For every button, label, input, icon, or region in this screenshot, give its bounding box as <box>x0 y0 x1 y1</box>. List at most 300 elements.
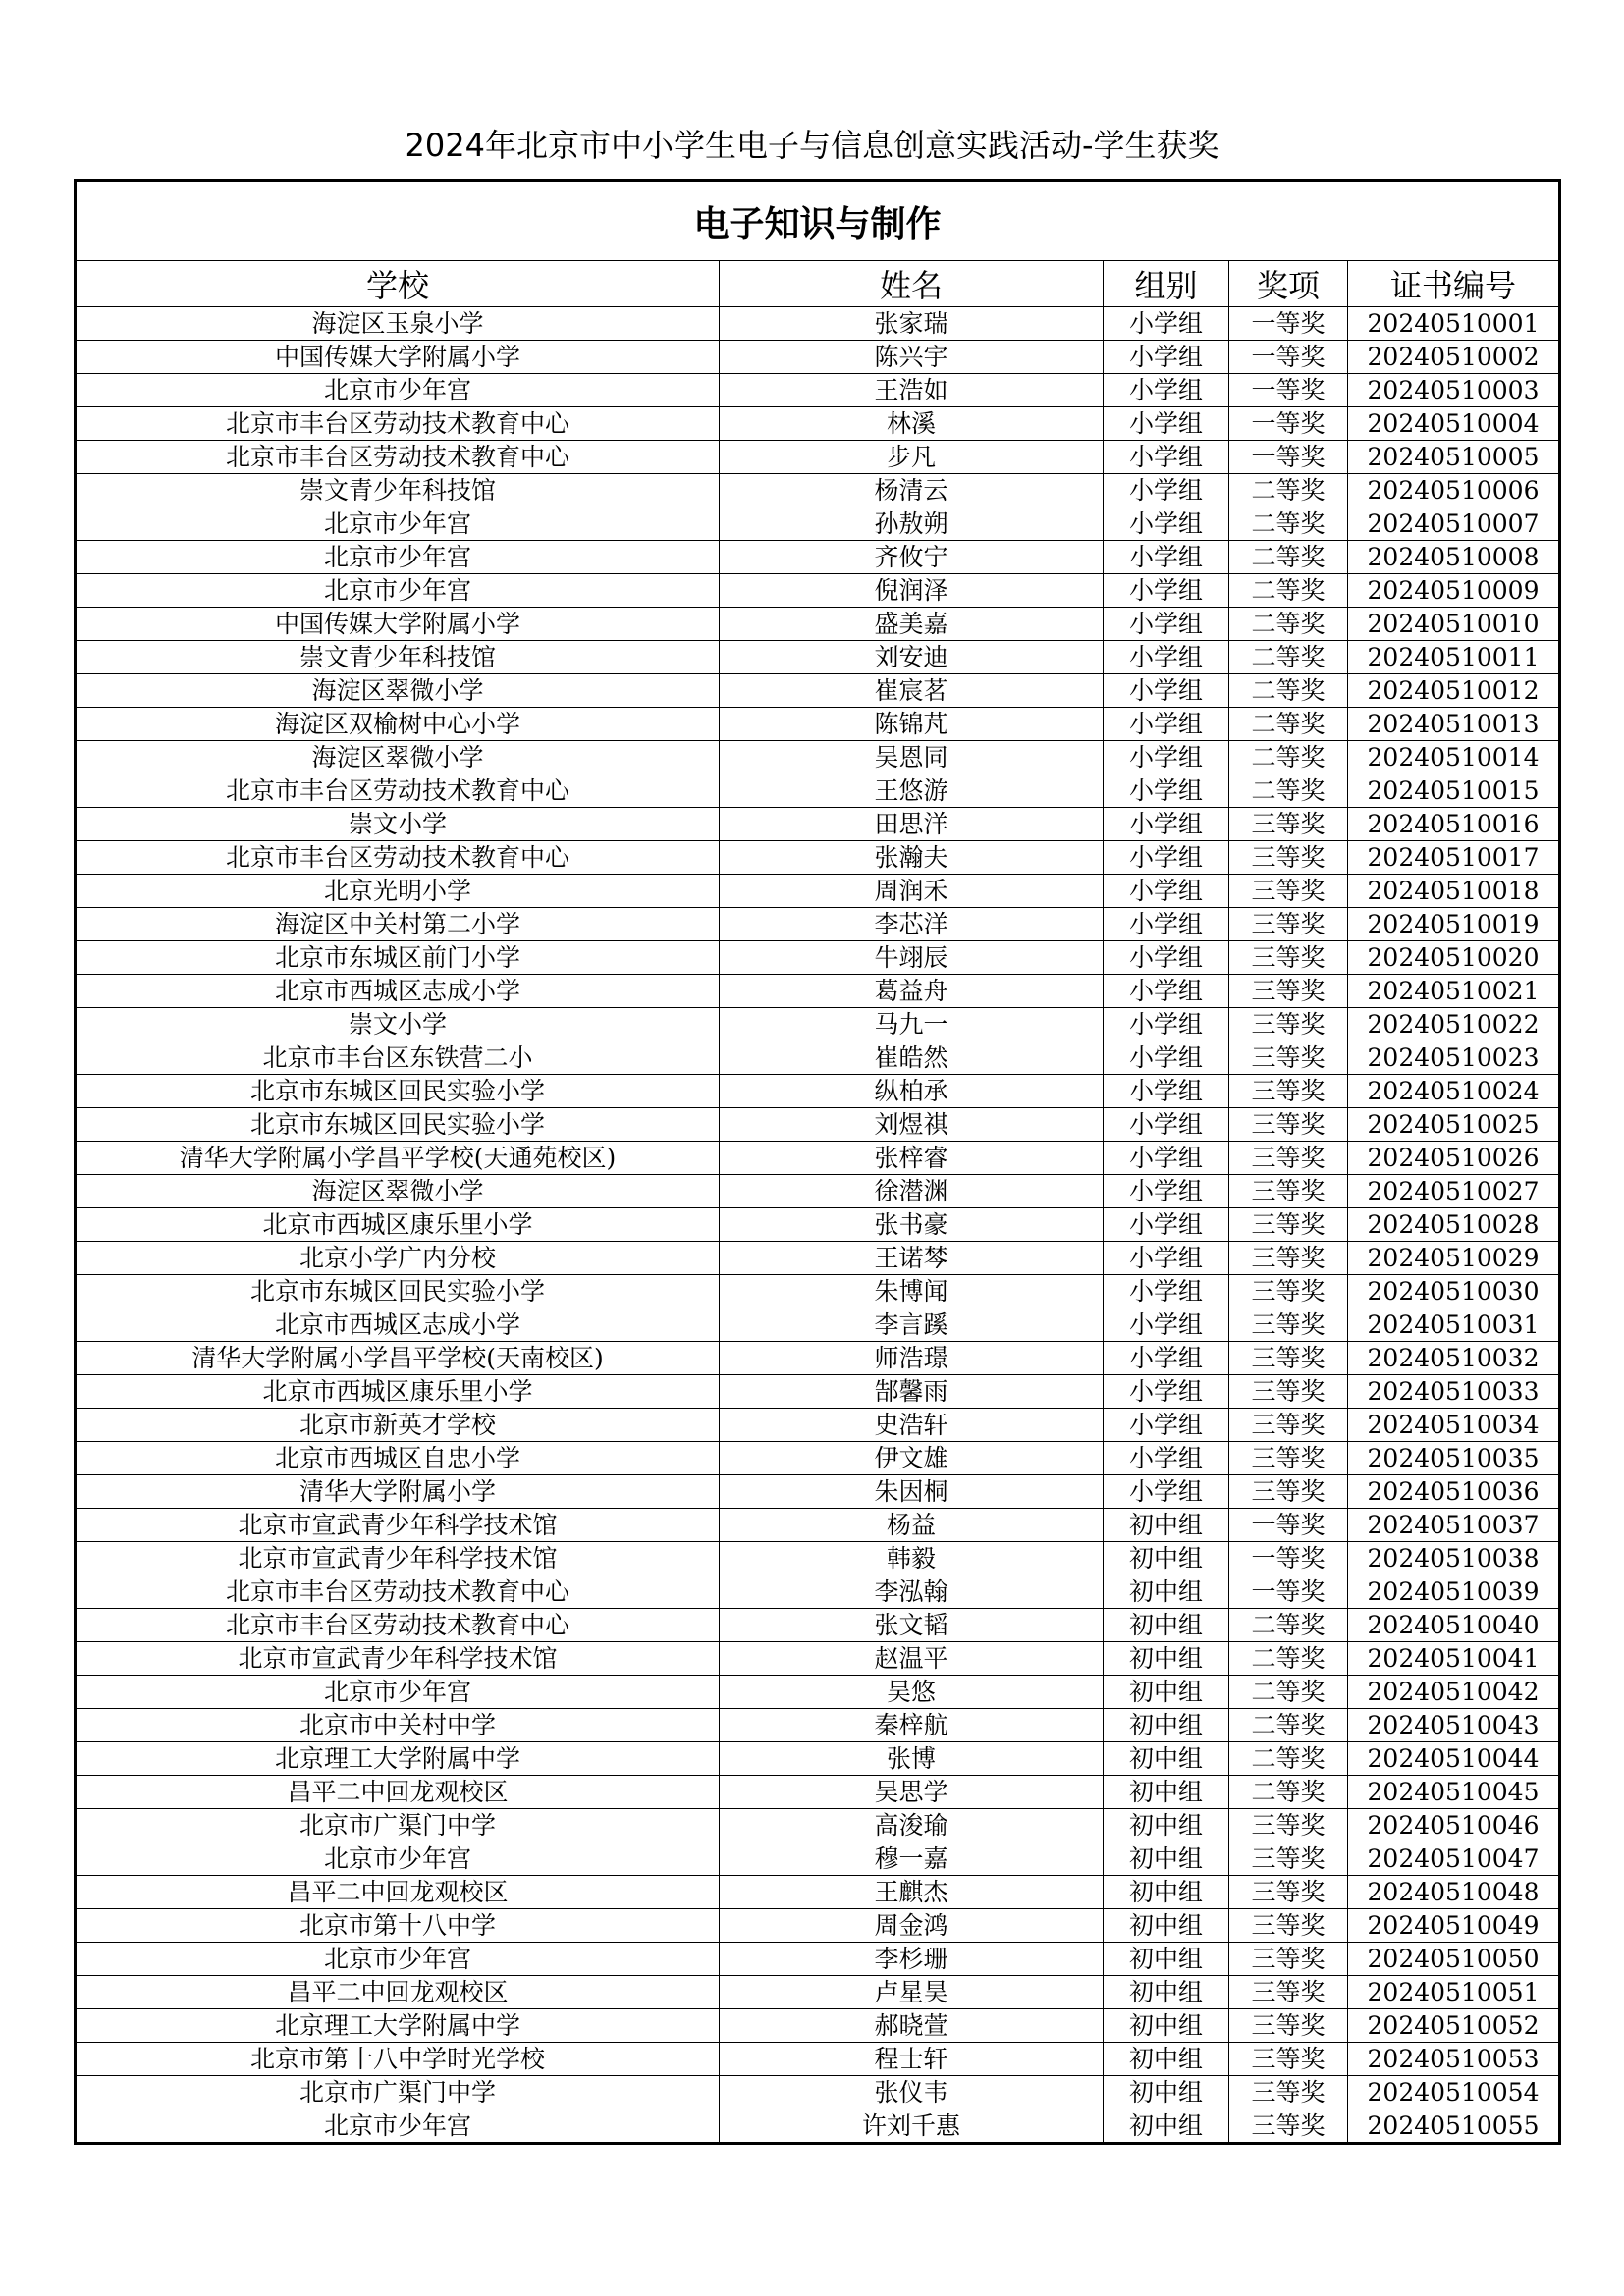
group-cell: 小学组 <box>1104 474 1229 507</box>
school-cell: 北京市丰台区劳动技术教育中心 <box>76 1575 720 1609</box>
certificate-number-cell: 20240510030 <box>1348 1275 1560 1308</box>
award-cell: 三等奖 <box>1229 975 1348 1008</box>
student-name-cell: 李言蹊 <box>720 1308 1104 1342</box>
table-row <box>76 1609 1560 1642</box>
certificate-number-cell: 20240510013 <box>1348 708 1560 741</box>
table-row <box>76 1642 1560 1676</box>
group-cell: 初中组 <box>1104 2043 1229 2076</box>
school-cell: 北京市宣武青少年科学技术馆 <box>76 1542 720 1575</box>
group-cell: 小学组 <box>1104 908 1229 941</box>
table-row <box>76 1142 1560 1175</box>
student-name-cell: 韩毅 <box>720 1542 1104 1575</box>
certificate-number-cell: 20240510052 <box>1348 2009 1560 2043</box>
student-name-cell: 秦梓航 <box>720 1709 1104 1742</box>
certificate-number-cell: 20240510009 <box>1348 574 1560 608</box>
table-row <box>76 975 1560 1008</box>
student-name-cell: 王浩如 <box>720 374 1104 407</box>
award-cell: 二等奖 <box>1229 741 1348 774</box>
group-cell: 初中组 <box>1104 1642 1229 1676</box>
school-cell: 清华大学附属小学 <box>76 1475 720 1509</box>
student-name-cell: 师浩璟 <box>720 1342 1104 1375</box>
school-cell: 北京市少年宫 <box>76 1676 720 1709</box>
table-row <box>76 1842 1560 1876</box>
school-cell: 北京市第十八中学时光学校 <box>76 2043 720 2076</box>
group-cell: 小学组 <box>1104 1342 1229 1375</box>
table-row <box>76 307 1560 341</box>
group-cell: 初中组 <box>1104 1943 1229 1976</box>
table-row <box>76 641 1560 674</box>
award-cell: 三等奖 <box>1229 1475 1348 1509</box>
school-cell: 北京市宣武青少年科学技术馆 <box>76 1642 720 1676</box>
award-cell: 二等奖 <box>1229 608 1348 641</box>
school-cell: 崇文小学 <box>76 808 720 841</box>
group-cell: 小学组 <box>1104 941 1229 975</box>
award-cell: 一等奖 <box>1229 407 1348 441</box>
group-cell: 小学组 <box>1104 1208 1229 1242</box>
column-header-certificate: 证书编号 <box>1348 261 1560 307</box>
certificate-number-cell: 20240510025 <box>1348 1108 1560 1142</box>
certificate-number-cell: 20240510029 <box>1348 1242 1560 1275</box>
school-cell: 北京小学广内分校 <box>76 1242 720 1275</box>
student-name-cell: 张博 <box>720 1742 1104 1776</box>
student-name-cell: 杨益 <box>720 1509 1104 1542</box>
group-cell: 初中组 <box>1104 1575 1229 1609</box>
award-cell: 三等奖 <box>1229 2043 1348 2076</box>
group-cell: 小学组 <box>1104 841 1229 875</box>
award-cell: 一等奖 <box>1229 441 1348 474</box>
award-cell: 三等奖 <box>1229 1976 1348 2009</box>
table-body <box>76 307 1560 2144</box>
certificate-number-cell: 20240510034 <box>1348 1409 1560 1442</box>
table-row <box>76 908 1560 941</box>
certificate-number-cell: 20240510031 <box>1348 1308 1560 1342</box>
group-cell: 初中组 <box>1104 1909 1229 1943</box>
award-cell: 二等奖 <box>1229 1609 1348 1642</box>
award-cell: 二等奖 <box>1229 774 1348 808</box>
student-name-cell: 林溪 <box>720 407 1104 441</box>
school-cell: 海淀区翠微小学 <box>76 1175 720 1208</box>
group-cell: 初中组 <box>1104 2076 1229 2109</box>
table-row <box>76 808 1560 841</box>
certificate-number-cell: 20240510038 <box>1348 1542 1560 1575</box>
certificate-number-cell: 20240510020 <box>1348 941 1560 975</box>
school-cell: 北京市西城区康乐里小学 <box>76 1208 720 1242</box>
student-name-cell: 徐潜渊 <box>720 1175 1104 1208</box>
student-name-cell: 李杉珊 <box>720 1943 1104 1976</box>
group-cell: 小学组 <box>1104 1475 1229 1509</box>
table-row <box>76 708 1560 741</box>
school-cell: 崇文青少年科技馆 <box>76 474 720 507</box>
student-name-cell: 田思洋 <box>720 808 1104 841</box>
school-cell: 清华大学附属小学昌平学校(天通苑校区) <box>76 1142 720 1175</box>
table-row <box>76 1409 1560 1442</box>
school-cell: 海淀区双榆树中心小学 <box>76 708 720 741</box>
group-cell: 小学组 <box>1104 1308 1229 1342</box>
group-cell: 初中组 <box>1104 1609 1229 1642</box>
school-cell: 北京市东城区回民实验小学 <box>76 1275 720 1308</box>
group-cell: 小学组 <box>1104 1041 1229 1075</box>
school-cell: 北京理工大学附属中学 <box>76 1742 720 1776</box>
table-row <box>76 1375 1560 1409</box>
student-name-cell: 张仪韦 <box>720 2076 1104 2109</box>
certificate-number-cell: 20240510050 <box>1348 1943 1560 1976</box>
award-cell: 三等奖 <box>1229 908 1348 941</box>
student-name-cell: 朱博闻 <box>720 1275 1104 1308</box>
school-cell: 北京光明小学 <box>76 875 720 908</box>
group-cell: 小学组 <box>1104 1442 1229 1475</box>
award-cell: 三等奖 <box>1229 1308 1348 1342</box>
award-cell: 三等奖 <box>1229 1442 1348 1475</box>
table-row <box>76 774 1560 808</box>
school-cell: 北京市东城区前门小学 <box>76 941 720 975</box>
student-name-cell: 李泓翰 <box>720 1575 1104 1609</box>
school-cell: 崇文青少年科技馆 <box>76 641 720 674</box>
school-cell: 北京市少年宫 <box>76 1943 720 1976</box>
table-row <box>76 1275 1560 1308</box>
award-cell: 三等奖 <box>1229 1909 1348 1943</box>
student-name-cell: 程士轩 <box>720 2043 1104 2076</box>
certificate-number-cell: 20240510043 <box>1348 1709 1560 1742</box>
table-row <box>76 441 1560 474</box>
certificate-number-cell: 20240510017 <box>1348 841 1560 875</box>
group-cell: 小学组 <box>1104 1409 1229 1442</box>
table-row <box>76 1008 1560 1041</box>
certificate-number-cell: 20240510032 <box>1348 1342 1560 1375</box>
school-cell: 北京市西城区志成小学 <box>76 1308 720 1342</box>
table-row <box>76 674 1560 708</box>
certificate-number-cell: 20240510035 <box>1348 1442 1560 1475</box>
page-title: 2024年北京市中小学生电子与信息创意实践活动-学生获奖 <box>405 127 1219 164</box>
certificate-number-cell: 20240510044 <box>1348 1742 1560 1776</box>
award-cell: 一等奖 <box>1229 1542 1348 1575</box>
student-name-cell: 卢星昊 <box>720 1976 1104 2009</box>
student-name-cell: 刘煜祺 <box>720 1108 1104 1142</box>
certificate-number-cell: 20240510042 <box>1348 1676 1560 1709</box>
certificate-number-cell: 20240510006 <box>1348 474 1560 507</box>
school-cell: 北京市中关村中学 <box>76 1709 720 1742</box>
award-cell: 三等奖 <box>1229 1943 1348 1976</box>
table-row <box>76 1108 1560 1142</box>
student-name-cell: 周金鸿 <box>720 1909 1104 1943</box>
award-cell: 三等奖 <box>1229 1409 1348 1442</box>
school-cell: 北京市东城区回民实验小学 <box>76 1075 720 1108</box>
table-row <box>76 1742 1560 1776</box>
group-cell: 小学组 <box>1104 975 1229 1008</box>
table-row <box>76 1041 1560 1075</box>
award-cell: 三等奖 <box>1229 1142 1348 1175</box>
school-cell: 北京市少年宫 <box>76 2109 720 2144</box>
certificate-number-cell: 20240510036 <box>1348 1475 1560 1509</box>
award-cell: 一等奖 <box>1229 374 1348 407</box>
school-cell: 北京市西城区康乐里小学 <box>76 1375 720 1409</box>
school-cell: 海淀区玉泉小学 <box>76 307 720 341</box>
student-name-cell: 陈兴宇 <box>720 341 1104 374</box>
certificate-number-cell: 20240510015 <box>1348 774 1560 808</box>
award-cell: 三等奖 <box>1229 1375 1348 1409</box>
certificate-number-cell: 20240510021 <box>1348 975 1560 1008</box>
school-cell: 海淀区翠微小学 <box>76 674 720 708</box>
certificate-number-cell: 20240510008 <box>1348 541 1560 574</box>
student-name-cell: 王悠游 <box>720 774 1104 808</box>
award-cell: 二等奖 <box>1229 1776 1348 1809</box>
school-cell: 海淀区中关村第二小学 <box>76 908 720 941</box>
group-cell: 小学组 <box>1104 341 1229 374</box>
school-cell: 清华大学附属小学昌平学校(天南校区) <box>76 1342 720 1375</box>
table-row <box>76 374 1560 407</box>
school-cell: 北京市丰台区劳动技术教育中心 <box>76 441 720 474</box>
table-row <box>76 1342 1560 1375</box>
group-cell: 小学组 <box>1104 875 1229 908</box>
student-name-cell: 李芯洋 <box>720 908 1104 941</box>
column-header-group: 组别 <box>1104 261 1229 307</box>
group-cell: 小学组 <box>1104 1242 1229 1275</box>
table-header-row <box>76 261 1560 307</box>
table-row <box>76 474 1560 507</box>
school-cell: 北京市丰台区劳动技术教育中心 <box>76 841 720 875</box>
table-row <box>76 841 1560 875</box>
student-name-cell: 吴悠 <box>720 1676 1104 1709</box>
award-cell: 二等奖 <box>1229 1676 1348 1709</box>
table-row <box>76 1075 1560 1108</box>
table-row <box>76 1475 1560 1509</box>
table-row <box>76 1709 1560 1742</box>
group-cell: 小学组 <box>1104 441 1229 474</box>
certificate-number-cell: 20240510002 <box>1348 341 1560 374</box>
table-row <box>76 741 1560 774</box>
award-cell: 二等奖 <box>1229 1709 1348 1742</box>
certificate-number-cell: 20240510019 <box>1348 908 1560 941</box>
group-cell: 初中组 <box>1104 1876 1229 1909</box>
section-title: 电子知识与制作 <box>76 181 1560 261</box>
group-cell: 小学组 <box>1104 307 1229 341</box>
school-cell: 北京市广渠门中学 <box>76 2076 720 2109</box>
column-header-name: 姓名 <box>720 261 1104 307</box>
school-cell: 北京市西城区志成小学 <box>76 975 720 1008</box>
table-row <box>76 941 1560 975</box>
certificate-number-cell: 20240510040 <box>1348 1609 1560 1642</box>
certificate-number-cell: 20240510007 <box>1348 507 1560 541</box>
school-cell: 北京市少年宫 <box>76 374 720 407</box>
certificate-number-cell: 20240510049 <box>1348 1909 1560 1943</box>
certificate-number-cell: 20240510046 <box>1348 1809 1560 1842</box>
certificate-number-cell: 20240510003 <box>1348 374 1560 407</box>
table-row <box>76 341 1560 374</box>
certificate-number-cell: 20240510012 <box>1348 674 1560 708</box>
student-name-cell: 郝晓萱 <box>720 2009 1104 2043</box>
student-name-cell: 王诺棽 <box>720 1242 1104 1275</box>
table-row <box>76 1809 1560 1842</box>
group-cell: 初中组 <box>1104 1809 1229 1842</box>
certificate-number-cell: 20240510033 <box>1348 1375 1560 1409</box>
student-name-cell: 马九一 <box>720 1008 1104 1041</box>
certificate-number-cell: 20240510010 <box>1348 608 1560 641</box>
table-row <box>76 407 1560 441</box>
group-cell: 小学组 <box>1104 808 1229 841</box>
table-row <box>76 1308 1560 1342</box>
school-cell: 北京市丰台区劳动技术教育中心 <box>76 1609 720 1642</box>
table-row <box>76 608 1560 641</box>
student-name-cell: 步凡 <box>720 441 1104 474</box>
group-cell: 初中组 <box>1104 1509 1229 1542</box>
section-title-row <box>76 181 1560 261</box>
group-cell: 小学组 <box>1104 1008 1229 1041</box>
group-cell: 初中组 <box>1104 1776 1229 1809</box>
table-row <box>76 1943 1560 1976</box>
student-name-cell: 王麒杰 <box>720 1876 1104 1909</box>
certificate-number-cell: 20240510053 <box>1348 2043 1560 2076</box>
group-cell: 小学组 <box>1104 1375 1229 1409</box>
student-name-cell: 张瀚夫 <box>720 841 1104 875</box>
table-row <box>76 875 1560 908</box>
school-cell: 海淀区翠微小学 <box>76 741 720 774</box>
group-cell: 小学组 <box>1104 1142 1229 1175</box>
school-cell: 中国传媒大学附属小学 <box>76 608 720 641</box>
award-cell: 一等奖 <box>1229 1575 1348 1609</box>
table-row <box>76 1208 1560 1242</box>
group-cell: 初中组 <box>1104 1709 1229 1742</box>
certificate-number-cell: 20240510001 <box>1348 307 1560 341</box>
certificate-number-cell: 20240510024 <box>1348 1075 1560 1108</box>
student-name-cell: 齐攸宁 <box>720 541 1104 574</box>
student-name-cell: 杨清云 <box>720 474 1104 507</box>
student-name-cell: 吴思学 <box>720 1776 1104 1809</box>
group-cell: 小学组 <box>1104 641 1229 674</box>
certificate-number-cell: 20240510004 <box>1348 407 1560 441</box>
school-cell: 北京市丰台区劳动技术教育中心 <box>76 774 720 808</box>
group-cell: 小学组 <box>1104 708 1229 741</box>
certificate-number-cell: 20240510054 <box>1348 2076 1560 2109</box>
award-cell: 一等奖 <box>1229 307 1348 341</box>
group-cell: 小学组 <box>1104 1275 1229 1308</box>
student-name-cell: 盛美嘉 <box>720 608 1104 641</box>
table-row <box>76 1676 1560 1709</box>
student-name-cell: 张书豪 <box>720 1208 1104 1242</box>
group-cell: 初中组 <box>1104 1976 1229 2009</box>
award-cell: 三等奖 <box>1229 1208 1348 1242</box>
group-cell: 初中组 <box>1104 1842 1229 1876</box>
certificate-number-cell: 20240510041 <box>1348 1642 1560 1676</box>
award-cell: 三等奖 <box>1229 875 1348 908</box>
school-cell: 崇文小学 <box>76 1008 720 1041</box>
award-cell: 三等奖 <box>1229 1342 1348 1375</box>
award-cell: 三等奖 <box>1229 841 1348 875</box>
table-row <box>76 1776 1560 1809</box>
award-cell: 三等奖 <box>1229 1041 1348 1075</box>
student-name-cell: 张梓睿 <box>720 1142 1104 1175</box>
school-cell: 北京市东城区回民实验小学 <box>76 1108 720 1142</box>
school-cell: 北京市广渠门中学 <box>76 1809 720 1842</box>
student-name-cell: 张文韬 <box>720 1609 1104 1642</box>
award-cell: 一等奖 <box>1229 1509 1348 1542</box>
school-cell: 北京市少年宫 <box>76 1842 720 1876</box>
student-name-cell: 崔皓然 <box>720 1041 1104 1075</box>
column-header-award: 奖项 <box>1229 261 1348 307</box>
group-cell: 初中组 <box>1104 1742 1229 1776</box>
award-cell: 三等奖 <box>1229 1075 1348 1108</box>
award-cell: 二等奖 <box>1229 708 1348 741</box>
certificate-number-cell: 20240510048 <box>1348 1876 1560 1909</box>
table-row <box>76 1542 1560 1575</box>
award-cell: 二等奖 <box>1229 641 1348 674</box>
student-name-cell: 葛益舟 <box>720 975 1104 1008</box>
school-cell: 北京市少年宫 <box>76 574 720 608</box>
award-cell: 二等奖 <box>1229 1642 1348 1676</box>
award-cell: 三等奖 <box>1229 1275 1348 1308</box>
student-name-cell: 穆一嘉 <box>720 1842 1104 1876</box>
certificate-number-cell: 20240510022 <box>1348 1008 1560 1041</box>
student-name-cell: 纵柏承 <box>720 1075 1104 1108</box>
group-cell: 小学组 <box>1104 507 1229 541</box>
certificate-number-cell: 20240510047 <box>1348 1842 1560 1876</box>
award-cell: 三等奖 <box>1229 2109 1348 2144</box>
award-cell: 三等奖 <box>1229 1842 1348 1876</box>
table-row <box>76 507 1560 541</box>
student-name-cell: 史浩轩 <box>720 1409 1104 1442</box>
award-cell: 三等奖 <box>1229 1242 1348 1275</box>
table-row <box>76 1575 1560 1609</box>
award-cell: 三等奖 <box>1229 1108 1348 1142</box>
school-cell: 北京市第十八中学 <box>76 1909 720 1943</box>
certificate-number-cell: 20240510005 <box>1348 441 1560 474</box>
school-cell: 北京市新英才学校 <box>76 1409 720 1442</box>
certificate-number-cell: 20240510037 <box>1348 1509 1560 1542</box>
school-cell: 昌平二中回龙观校区 <box>76 1976 720 2009</box>
school-cell: 北京市宣武青少年科学技术馆 <box>76 1509 720 1542</box>
student-name-cell: 张家瑞 <box>720 307 1104 341</box>
certificate-number-cell: 20240510045 <box>1348 1776 1560 1809</box>
award-cell: 二等奖 <box>1229 674 1348 708</box>
group-cell: 初中组 <box>1104 2109 1229 2144</box>
student-name-cell: 吴恩同 <box>720 741 1104 774</box>
award-cell: 二等奖 <box>1229 474 1348 507</box>
certificate-number-cell: 20240510023 <box>1348 1041 1560 1075</box>
student-name-cell: 郜馨雨 <box>720 1375 1104 1409</box>
table-row <box>76 574 1560 608</box>
student-name-cell: 高浚瑜 <box>720 1809 1104 1842</box>
certificate-number-cell: 20240510018 <box>1348 875 1560 908</box>
award-table <box>74 179 1561 2145</box>
award-cell: 二等奖 <box>1229 1742 1348 1776</box>
certificate-number-cell: 20240510055 <box>1348 2109 1560 2144</box>
school-cell: 北京市少年宫 <box>76 507 720 541</box>
student-name-cell: 牛翊辰 <box>720 941 1104 975</box>
certificate-number-cell: 20240510016 <box>1348 808 1560 841</box>
certificate-number-cell: 20240510027 <box>1348 1175 1560 1208</box>
school-cell: 昌平二中回龙观校区 <box>76 1876 720 1909</box>
school-cell: 北京理工大学附属中学 <box>76 2009 720 2043</box>
group-cell: 小学组 <box>1104 541 1229 574</box>
school-cell: 中国传媒大学附属小学 <box>76 341 720 374</box>
table-row <box>76 2043 1560 2076</box>
table-row <box>76 1976 1560 2009</box>
table-row <box>76 1175 1560 1208</box>
group-cell: 小学组 <box>1104 774 1229 808</box>
group-cell: 小学组 <box>1104 741 1229 774</box>
school-cell: 北京市丰台区东铁营二小 <box>76 1041 720 1075</box>
group-cell: 小学组 <box>1104 674 1229 708</box>
group-cell: 小学组 <box>1104 574 1229 608</box>
award-cell: 三等奖 <box>1229 1175 1348 1208</box>
table-row <box>76 2109 1560 2144</box>
student-name-cell: 孙敖朔 <box>720 507 1104 541</box>
award-cell: 三等奖 <box>1229 1008 1348 1041</box>
table-row <box>76 2009 1560 2043</box>
award-cell: 三等奖 <box>1229 2009 1348 2043</box>
student-name-cell: 崔宸茗 <box>720 674 1104 708</box>
group-cell: 初中组 <box>1104 1676 1229 1709</box>
table-row <box>76 1909 1560 1943</box>
group-cell: 初中组 <box>1104 1542 1229 1575</box>
